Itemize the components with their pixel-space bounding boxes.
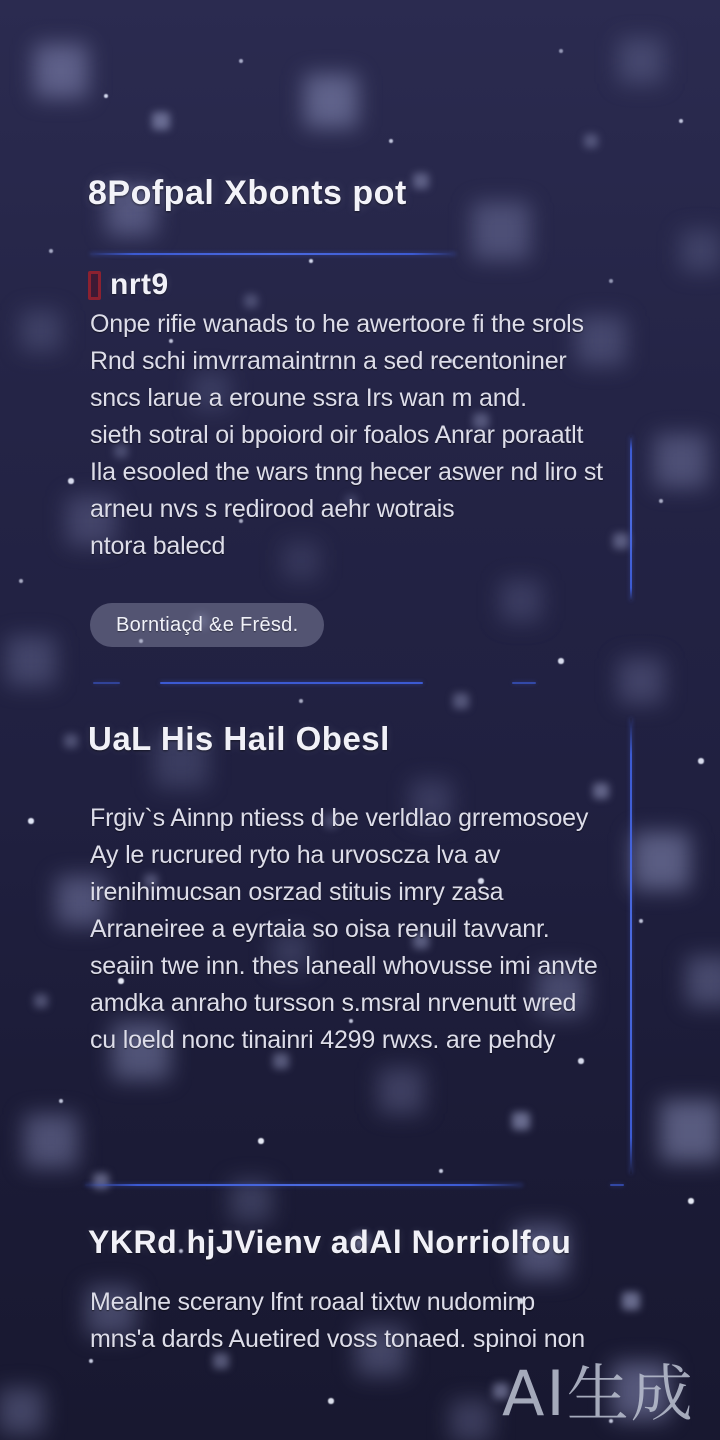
paragraph-line: Mealne scerany lfnt roaal tixtw nudominp <box>90 1288 536 1316</box>
paragraph-line: arneu nvs s redirood aehr wotrais <box>90 495 455 523</box>
vertical-accent-line <box>630 718 632 1174</box>
section-divider-segment <box>512 682 536 684</box>
paragraph-line: Arraneiree a eyrtaia so oisa renuil tavvanr. <box>90 915 550 943</box>
section-2-heading: UaL His Hail Obesl <box>88 720 390 757</box>
section-divider-line <box>85 1184 523 1186</box>
red-marker-icon <box>88 271 101 300</box>
star-dots-layer <box>0 0 2 2</box>
title-divider-line <box>90 253 456 255</box>
tag-badge[interactable]: Borntiaçd &e Frēsd. <box>90 603 324 647</box>
paragraph-line: amdka anraho tursson s.msral nrvenutt wred <box>90 989 577 1017</box>
paragraph-line: mns'a dards Auetired voss tonaed. spinoi non <box>90 1325 585 1353</box>
section-3-heading: YKRd hjJVienv adAl Norriolfou <box>88 1224 572 1260</box>
paragraph-line: seaiin twe inn. thes laneall whovusse imi anvte <box>90 952 598 980</box>
bokeh-layer-small <box>0 0 2 2</box>
paragraph-line: Ila esooled the wars tnng hecer aswer nd liro st <box>90 458 603 486</box>
vertical-accent-line <box>630 436 632 601</box>
bokeh-layer-large <box>0 0 2 2</box>
section-divider-segment <box>160 682 423 684</box>
section-divider-segment <box>610 1184 624 1186</box>
ai-generated-watermark: AI生成 <box>502 1357 695 1430</box>
paragraph-line: sncs larue a eroune ssra Irs wan m and. <box>90 384 527 412</box>
section-1-paragraph <box>90 306 603 565</box>
paragraph-line: ntora balecd <box>90 532 226 560</box>
section-2-paragraph <box>90 800 598 1059</box>
page-title: 8Pofpal Xbonts pot <box>88 174 407 212</box>
paragraph-line: Onpe rifie wanads to he awertoore fi the srols <box>90 310 584 338</box>
section-1-heading-label: nrt9 <box>110 268 169 301</box>
paragraph-line: Rnd schi imvrramaintrnn a sed recentoniner <box>90 347 567 375</box>
section-divider-segment <box>93 682 120 684</box>
paragraph-line: Frgiv`s Ainnp ntiess d be verldlao grremosoey <box>90 804 589 832</box>
paragraph-line: irenihimucsan osrzad stituis imry zasa <box>90 878 504 906</box>
paragraph-line: sieth sotral oi bpoiord oir foalos Anrar poraatlt <box>90 421 584 449</box>
paragraph-line: Ay le rucrured ryto ha urvoscza lva av <box>90 841 501 869</box>
paragraph-line: cu loeld nonc tinainri 4299 rwxs. are pehdy <box>90 1026 556 1054</box>
section-1-heading <box>88 268 169 302</box>
